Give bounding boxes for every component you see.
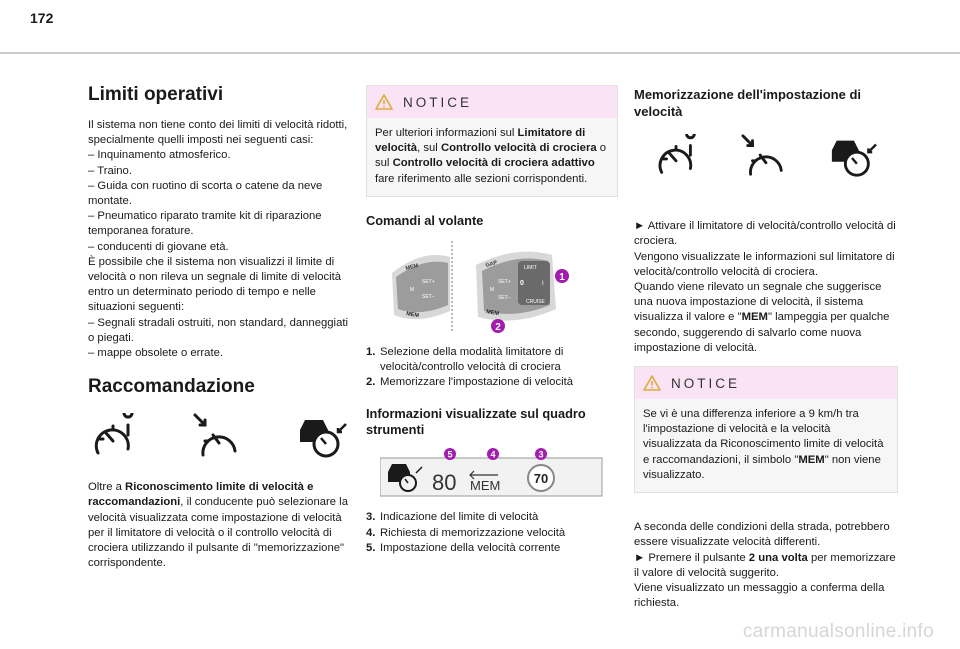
text-span: , il conducente può selezionare la velocità visualizzata come impostazione di velocità per il limitatore di velocità o il controllo velocità di crociera utilizzando il pulsante di "memorizzazione" corrispondente. bbox=[88, 496, 348, 570]
list-item: – Pneumatico riparato tramite kit di riparazione temporanea forature. bbox=[88, 210, 322, 238]
list-number: 5. bbox=[366, 541, 376, 554]
list-item bbox=[366, 526, 618, 541]
memorizzazione-text bbox=[634, 204, 898, 356]
text-span: " lampeggia per qualche secondo, suggerendo di salvarlo come nuova impostazione di velocità. bbox=[634, 311, 890, 354]
list-item: – conducenti di giovane età. bbox=[88, 240, 229, 253]
bold-span: Riconoscimento limite di velocità e raccomandazioni bbox=[88, 481, 314, 509]
list-item: – Traino. bbox=[88, 164, 132, 177]
list-item bbox=[366, 541, 618, 556]
heading-memorizzazione: Memorizzazione dell'impostazione di velocità bbox=[634, 87, 862, 119]
stalk-right-zero: 0 bbox=[520, 279, 524, 287]
column-1 bbox=[88, 62, 352, 571]
stalk-left-set-plus: SET+ bbox=[422, 278, 435, 285]
list-text: Richiesta di memorizzazione velocità bbox=[380, 526, 566, 539]
notice-box-1 bbox=[366, 85, 618, 197]
stalk-right-i: I bbox=[542, 280, 544, 287]
text-span: " non viene visualizzato. bbox=[643, 453, 881, 481]
speedometer-arrow-icon bbox=[193, 413, 241, 461]
section-title-limiti: Limiti operativi bbox=[88, 84, 224, 105]
comandi-list bbox=[366, 345, 618, 391]
text-span: , sul bbox=[417, 142, 441, 155]
stalk-left-mem-bottom: MEM bbox=[405, 310, 420, 320]
page-number: 172 bbox=[30, 10, 54, 26]
warning-icon bbox=[375, 94, 393, 110]
limiti-intro: Il sistema non tiene conto dei limiti di velocità ridotti, specialmente quelli imposti nei seguenti casi: bbox=[88, 119, 348, 147]
stalk-left-mem-top: MEM bbox=[405, 262, 419, 272]
final-text bbox=[634, 505, 898, 611]
raccomandazione-text bbox=[88, 480, 352, 571]
car-speedometer-icon bbox=[296, 412, 348, 462]
bold-span: Controllo velocità di crociera adattivo bbox=[392, 157, 595, 170]
text-span: ► Attivare il limitatore di velocità/controllo velocità di crociera. Vengono visualizzate le informazioni sul limitatore di velocità/controllo velocità di crociera. Quando viene rilevato un segnale che suggerisce una nuova impostazione di velocità, il sistema visualizza il valore e " bbox=[634, 220, 896, 324]
stalk-right-limit: LIMIT bbox=[524, 264, 537, 271]
list-item: – mappe obsolete o errate. bbox=[88, 347, 224, 360]
speedometer-limit-icon bbox=[90, 413, 138, 461]
list-text: Indicazione del limite di velocità bbox=[380, 511, 539, 524]
list-text: Impostazione della velocità corrente bbox=[380, 541, 561, 554]
callout-1: 1 bbox=[559, 271, 565, 283]
section-title-raccomandazione: Raccomandazione bbox=[88, 376, 255, 398]
text-span: o sul bbox=[375, 142, 607, 170]
warning-icon bbox=[643, 375, 661, 391]
text-span: Oltre a bbox=[88, 481, 126, 494]
callout-4: 4 bbox=[490, 449, 496, 460]
notice-body bbox=[635, 399, 897, 492]
header-rule bbox=[0, 52, 960, 54]
list-text: Selezione della modalità limitatore di velocità/controllo velocità di crociera bbox=[380, 345, 564, 374]
notice-body bbox=[367, 118, 617, 196]
car-speedometer-icon bbox=[828, 133, 878, 181]
heading-informazioni: Informazioni visualizzate sul quadro strumenti bbox=[366, 406, 586, 438]
watermark: carmanualsonline.info bbox=[742, 621, 934, 642]
list-item bbox=[366, 375, 618, 390]
column-2 bbox=[366, 85, 618, 556]
list-item bbox=[366, 345, 618, 375]
list-item: – Inquinamento atmosferico. bbox=[88, 149, 231, 162]
memorization-icons bbox=[634, 132, 898, 182]
stalk-right-mem: MEM bbox=[485, 308, 500, 318]
steering-wheel-controls-illustration bbox=[366, 235, 618, 337]
stalk-right-m: M bbox=[490, 286, 495, 293]
list-number: 1. bbox=[366, 345, 376, 358]
text-span: per memorizzare il valore di velocità suggerito. Viene visualizzato un messaggio a conferma della richiesta. bbox=[634, 551, 896, 610]
recommendation-icons bbox=[88, 412, 352, 462]
callout-5: 5 bbox=[447, 449, 453, 460]
bold-span: Controllo velocità di crociera bbox=[440, 142, 597, 155]
list-text: Memorizzare l'impostazione di velocità bbox=[380, 376, 574, 389]
notice-header bbox=[367, 86, 617, 118]
stalk-right-cruise: CRUISE bbox=[526, 298, 545, 305]
text-span: Se vi è una differenza inferiore a 9 km/h tra l'impostazione di velocità e la velocità visualizzata da Riconoscimento limite di velocità e raccomandazioni, il simbolo " bbox=[643, 408, 884, 466]
limiti-list-2 bbox=[88, 316, 352, 362]
speedometer-limit-icon bbox=[654, 134, 700, 180]
callout-2: 2 bbox=[495, 321, 501, 333]
stalk-right-set-minus: SET– bbox=[498, 294, 511, 301]
limiti-text bbox=[88, 118, 352, 361]
informazioni-list bbox=[366, 510, 618, 556]
limiti-middle: È possibile che il sistema non visualizzi il limite di velocità o non rileva un segnale di limite di velocità entro un determinato periodo di tempo e nelle situazioni seguenti: bbox=[88, 255, 342, 314]
limiti-list-1 bbox=[88, 148, 352, 254]
speedometer-arrow-icon bbox=[741, 134, 787, 180]
callout-3: 3 bbox=[538, 449, 544, 460]
bold-span: MEM bbox=[741, 311, 768, 324]
notice-header bbox=[635, 367, 897, 399]
bold-span: Limitatore di velocità bbox=[375, 127, 586, 155]
list-item: – Segnali stradali ostruiti, non standard, danneggiati o piegati. bbox=[88, 316, 348, 344]
list-item bbox=[366, 510, 618, 525]
stalk-left-m: M bbox=[410, 286, 415, 293]
bold-span: MEM bbox=[798, 453, 825, 466]
instrument-panel-illustration bbox=[380, 448, 604, 498]
bold-span: 2 una volta bbox=[748, 551, 808, 564]
stalk-right-gap: GAP bbox=[484, 259, 499, 269]
stalk-right-set-plus: SET+ bbox=[498, 278, 511, 285]
speed-limit-sign-value: 70 bbox=[533, 471, 549, 487]
column-3 bbox=[634, 86, 898, 611]
current-speed-value: 80 bbox=[432, 470, 457, 496]
stalk-left-set-minus: SET– bbox=[422, 293, 435, 300]
mem-indicator: MEM bbox=[470, 478, 501, 494]
notice-title: NOTICE bbox=[671, 375, 741, 391]
text-span: fare riferimento alle sezioni corrispondenti. bbox=[375, 172, 588, 185]
list-number: 3. bbox=[366, 511, 376, 524]
list-number: 4. bbox=[366, 526, 376, 539]
heading-comandi: Comandi al volante bbox=[366, 212, 484, 228]
text-span: Per ulteriori informazioni sul bbox=[375, 127, 518, 139]
list-item: – Guida con ruotino di scorta o catene da neve montate. bbox=[88, 179, 323, 208]
notice-box-2 bbox=[634, 366, 898, 493]
notice-title: NOTICE bbox=[403, 94, 473, 110]
text-span: A seconda delle condizioni della strada, potrebbero essere visualizzate velocità differenti. ► Premere il pulsante bbox=[634, 521, 890, 564]
list-number: 2. bbox=[366, 376, 376, 389]
